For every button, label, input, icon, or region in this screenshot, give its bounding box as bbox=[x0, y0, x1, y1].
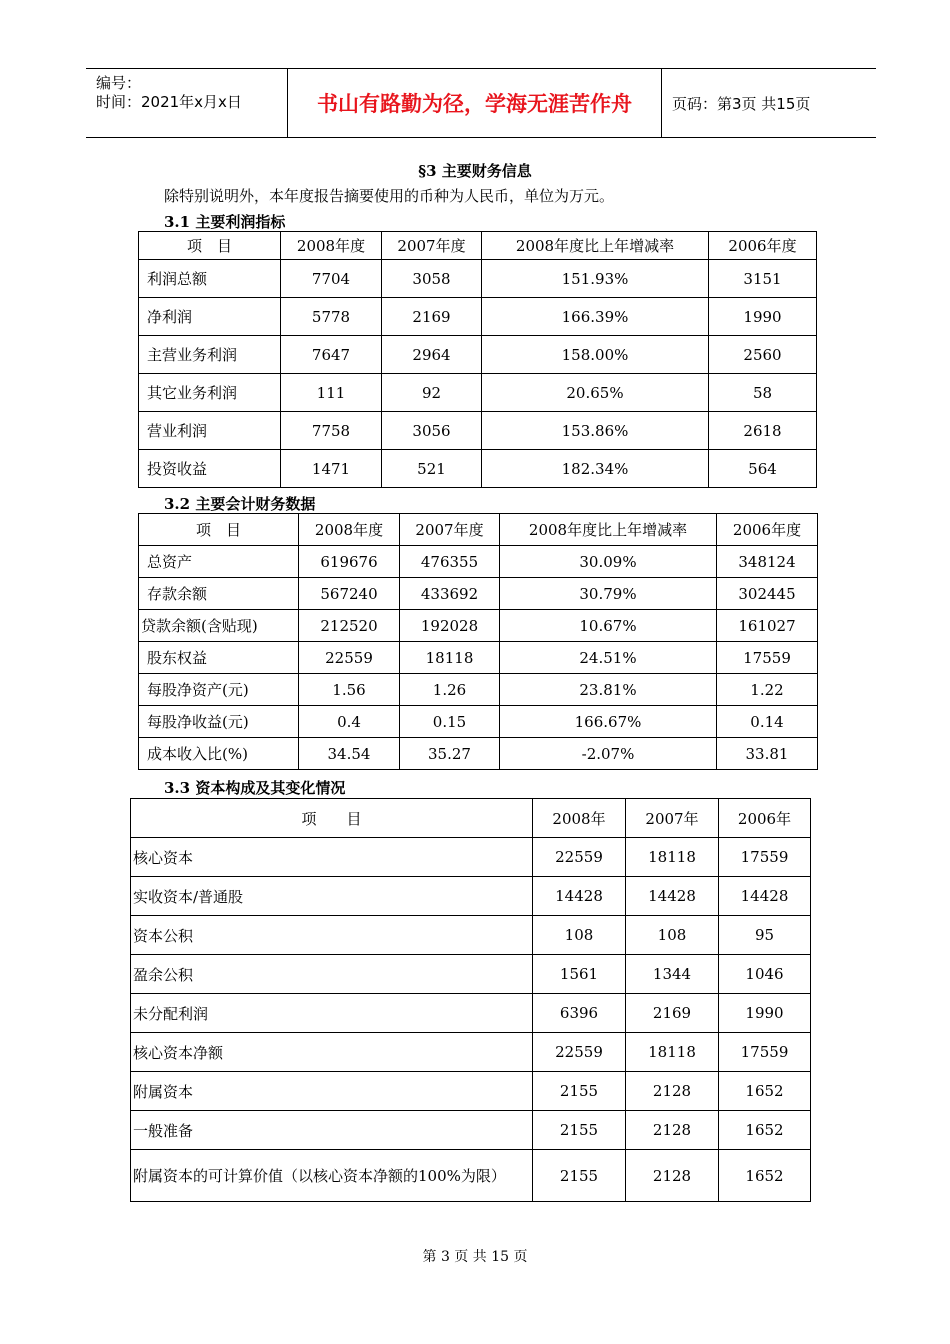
cell-value: 5778 bbox=[281, 298, 382, 336]
row-label: 存款余额 bbox=[139, 578, 299, 610]
cell-value: 166.39% bbox=[482, 298, 709, 336]
cell-value: 17559 bbox=[719, 838, 811, 877]
page-header bbox=[86, 68, 876, 138]
cell-value: 1652 bbox=[719, 1111, 811, 1150]
column-header: 2007年度 bbox=[382, 232, 482, 260]
page-footer: 第 3 页 共 15 页 bbox=[422, 1249, 528, 1265]
cell-value: 18118 bbox=[400, 642, 500, 674]
row-label: 净利润 bbox=[139, 298, 281, 336]
cell-value: 14428 bbox=[533, 877, 626, 916]
cell-value: 30.79% bbox=[500, 578, 717, 610]
row-label: 投资收益 bbox=[139, 450, 281, 488]
cell-value: 22559 bbox=[533, 1033, 626, 1072]
column-header: 2008年度比上年增减率 bbox=[500, 514, 717, 546]
cell-value: 34.54 bbox=[299, 738, 400, 770]
table-row bbox=[139, 706, 818, 738]
cell-value: 158.00% bbox=[482, 336, 709, 374]
cell-value: 10.67% bbox=[500, 610, 717, 642]
row-label: 资本公积 bbox=[131, 916, 533, 955]
table-row bbox=[139, 260, 817, 298]
table-row bbox=[131, 1111, 811, 1150]
cell-value: 1561 bbox=[533, 955, 626, 994]
row-label: 利润总额 bbox=[139, 260, 281, 298]
cell-value: 1990 bbox=[719, 994, 811, 1033]
cell-value: 3056 bbox=[382, 412, 482, 450]
table-row bbox=[131, 838, 811, 877]
column-header: 项 目 bbox=[139, 232, 281, 260]
table-row bbox=[131, 877, 811, 916]
cell-value: 433692 bbox=[400, 578, 500, 610]
table-row bbox=[131, 1033, 811, 1072]
cell-value: 0.15 bbox=[400, 706, 500, 738]
table-row bbox=[131, 916, 811, 955]
row-label: 每股净收益(元) bbox=[139, 706, 299, 738]
cell-value: 111 bbox=[281, 374, 382, 412]
accounting-data-table bbox=[138, 513, 818, 770]
row-label: 附属资本 bbox=[131, 1072, 533, 1111]
cell-value: 166.67% bbox=[500, 706, 717, 738]
cell-value: 2155 bbox=[533, 1111, 626, 1150]
capital-structure-table bbox=[130, 798, 811, 1202]
cell-value: 182.34% bbox=[482, 450, 709, 488]
cell-value: 564 bbox=[709, 450, 817, 488]
cell-value: 348124 bbox=[717, 546, 818, 578]
cell-value: 18118 bbox=[626, 1033, 719, 1072]
cell-value: 33.81 bbox=[717, 738, 818, 770]
table-row bbox=[139, 546, 818, 578]
row-label: 营业利润 bbox=[139, 412, 281, 450]
cell-value: 58 bbox=[709, 374, 817, 412]
column-header: 2006年度 bbox=[717, 514, 818, 546]
column-header: 2006年度 bbox=[709, 232, 817, 260]
cell-value: 2169 bbox=[382, 298, 482, 336]
column-header: 2006年 bbox=[719, 799, 811, 838]
header-row bbox=[139, 232, 817, 260]
column-header: 2008年 bbox=[533, 799, 626, 838]
row-label: 核心资本净额 bbox=[131, 1033, 533, 1072]
table-row bbox=[139, 450, 817, 488]
header-motto: 书山有路勤为径，学海无涯苦作舟 bbox=[287, 69, 662, 137]
cell-value: 3151 bbox=[709, 260, 817, 298]
cell-value: 1.26 bbox=[400, 674, 500, 706]
cell-value: 2155 bbox=[533, 1072, 626, 1111]
row-label: 实收资本/普通股 bbox=[131, 877, 533, 916]
cell-value: 1990 bbox=[709, 298, 817, 336]
cell-value: 1.22 bbox=[717, 674, 818, 706]
table-row bbox=[131, 1072, 811, 1111]
cell-value: 521 bbox=[382, 450, 482, 488]
cell-value: 24.51% bbox=[500, 642, 717, 674]
table-row bbox=[139, 298, 817, 336]
intro-text: 除特别说明外，本年度报告摘要使用的币种为人民币，单位为万元。 bbox=[164, 187, 615, 205]
header-meta bbox=[86, 69, 286, 137]
cell-value: 22559 bbox=[299, 642, 400, 674]
cell-value: 2618 bbox=[709, 412, 817, 450]
table-row bbox=[131, 1150, 811, 1202]
cell-value: 2128 bbox=[626, 1150, 719, 1202]
cell-value: 2964 bbox=[382, 336, 482, 374]
cell-value: 35.27 bbox=[400, 738, 500, 770]
cell-value: 20.65% bbox=[482, 374, 709, 412]
row-label: 主营业务利润 bbox=[139, 336, 281, 374]
cell-value: 0.4 bbox=[299, 706, 400, 738]
row-label: 盈余公积 bbox=[131, 955, 533, 994]
cell-value: 153.86% bbox=[482, 412, 709, 450]
row-label: 附属资本的可计算价值（以核心资本净额的100%为限） bbox=[131, 1150, 533, 1202]
row-label: 贷款余额(含贴现) bbox=[139, 610, 299, 642]
table-row bbox=[139, 738, 818, 770]
cell-value: 476355 bbox=[400, 546, 500, 578]
row-label: 核心资本 bbox=[131, 838, 533, 877]
row-label: 其它业务利润 bbox=[139, 374, 281, 412]
cell-value: 7758 bbox=[281, 412, 382, 450]
header-row bbox=[131, 799, 811, 838]
table3-title: 3.3 资本构成及其变化情况 bbox=[164, 779, 346, 797]
cell-value: 2560 bbox=[709, 336, 817, 374]
cell-value: 22559 bbox=[533, 838, 626, 877]
cell-value: 192028 bbox=[400, 610, 500, 642]
header-page-label: 页码：第3页 共15页 bbox=[672, 94, 811, 113]
table-row bbox=[131, 994, 811, 1033]
row-label: 未分配利润 bbox=[131, 994, 533, 1033]
cell-value: 23.81% bbox=[500, 674, 717, 706]
cell-value: 0.14 bbox=[717, 706, 818, 738]
row-label: 成本收入比(%) bbox=[139, 738, 299, 770]
cell-value: 2128 bbox=[626, 1072, 719, 1111]
cell-value: 302445 bbox=[717, 578, 818, 610]
cell-value: 1046 bbox=[719, 955, 811, 994]
cell-value: 95 bbox=[719, 916, 811, 955]
cell-value: -2.07% bbox=[500, 738, 717, 770]
cell-value: 2128 bbox=[626, 1111, 719, 1150]
table-row bbox=[139, 336, 817, 374]
cell-value: 7704 bbox=[281, 260, 382, 298]
column-header: 项 目 bbox=[139, 514, 299, 546]
cell-value: 1471 bbox=[281, 450, 382, 488]
number-label: 编号： bbox=[96, 74, 142, 92]
cell-value: 161027 bbox=[717, 610, 818, 642]
column-header: 2007年度 bbox=[400, 514, 500, 546]
table-row bbox=[139, 578, 818, 610]
cell-value: 30.09% bbox=[500, 546, 717, 578]
column-header: 2008年度比上年增减率 bbox=[482, 232, 709, 260]
cell-value: 619676 bbox=[299, 546, 400, 578]
cell-value: 567240 bbox=[299, 578, 400, 610]
column-header: 2008年度 bbox=[281, 232, 382, 260]
cell-value: 17559 bbox=[717, 642, 818, 674]
cell-value: 1652 bbox=[719, 1072, 811, 1111]
table-row bbox=[139, 674, 818, 706]
row-label: 总资产 bbox=[139, 546, 299, 578]
cell-value: 1652 bbox=[719, 1150, 811, 1202]
cell-value: 108 bbox=[533, 916, 626, 955]
row-label: 股东权益 bbox=[139, 642, 299, 674]
cell-value: 108 bbox=[626, 916, 719, 955]
cell-value: 7647 bbox=[281, 336, 382, 374]
table-row bbox=[139, 610, 818, 642]
table2-title: 3.2 主要会计财务数据 bbox=[164, 495, 316, 513]
column-header: 2008年度 bbox=[299, 514, 400, 546]
time-label: 时间：2021年x月x日 bbox=[96, 93, 242, 111]
cell-value: 92 bbox=[382, 374, 482, 412]
row-label: 每股净资产(元) bbox=[139, 674, 299, 706]
cell-value: 1344 bbox=[626, 955, 719, 994]
column-header: 项 目 bbox=[131, 799, 533, 838]
section-title: §3 主要财务信息 bbox=[418, 162, 532, 180]
cell-value: 1.56 bbox=[299, 674, 400, 706]
cell-value: 17559 bbox=[719, 1033, 811, 1072]
cell-value: 3058 bbox=[382, 260, 482, 298]
header-row bbox=[139, 514, 818, 546]
cell-value: 14428 bbox=[719, 877, 811, 916]
profit-indicators-table bbox=[138, 231, 817, 488]
table-row bbox=[139, 374, 817, 412]
cell-value: 2169 bbox=[626, 994, 719, 1033]
cell-value: 18118 bbox=[626, 838, 719, 877]
cell-value: 151.93% bbox=[482, 260, 709, 298]
cell-value: 2155 bbox=[533, 1150, 626, 1202]
table-row bbox=[139, 412, 817, 450]
cell-value: 212520 bbox=[299, 610, 400, 642]
cell-value: 6396 bbox=[533, 994, 626, 1033]
table-row bbox=[131, 955, 811, 994]
table1-title: 3.1 主要利润指标 bbox=[164, 213, 286, 231]
cell-value: 14428 bbox=[626, 877, 719, 916]
column-header: 2007年 bbox=[626, 799, 719, 838]
row-label: 一般准备 bbox=[131, 1111, 533, 1150]
table-row bbox=[139, 642, 818, 674]
